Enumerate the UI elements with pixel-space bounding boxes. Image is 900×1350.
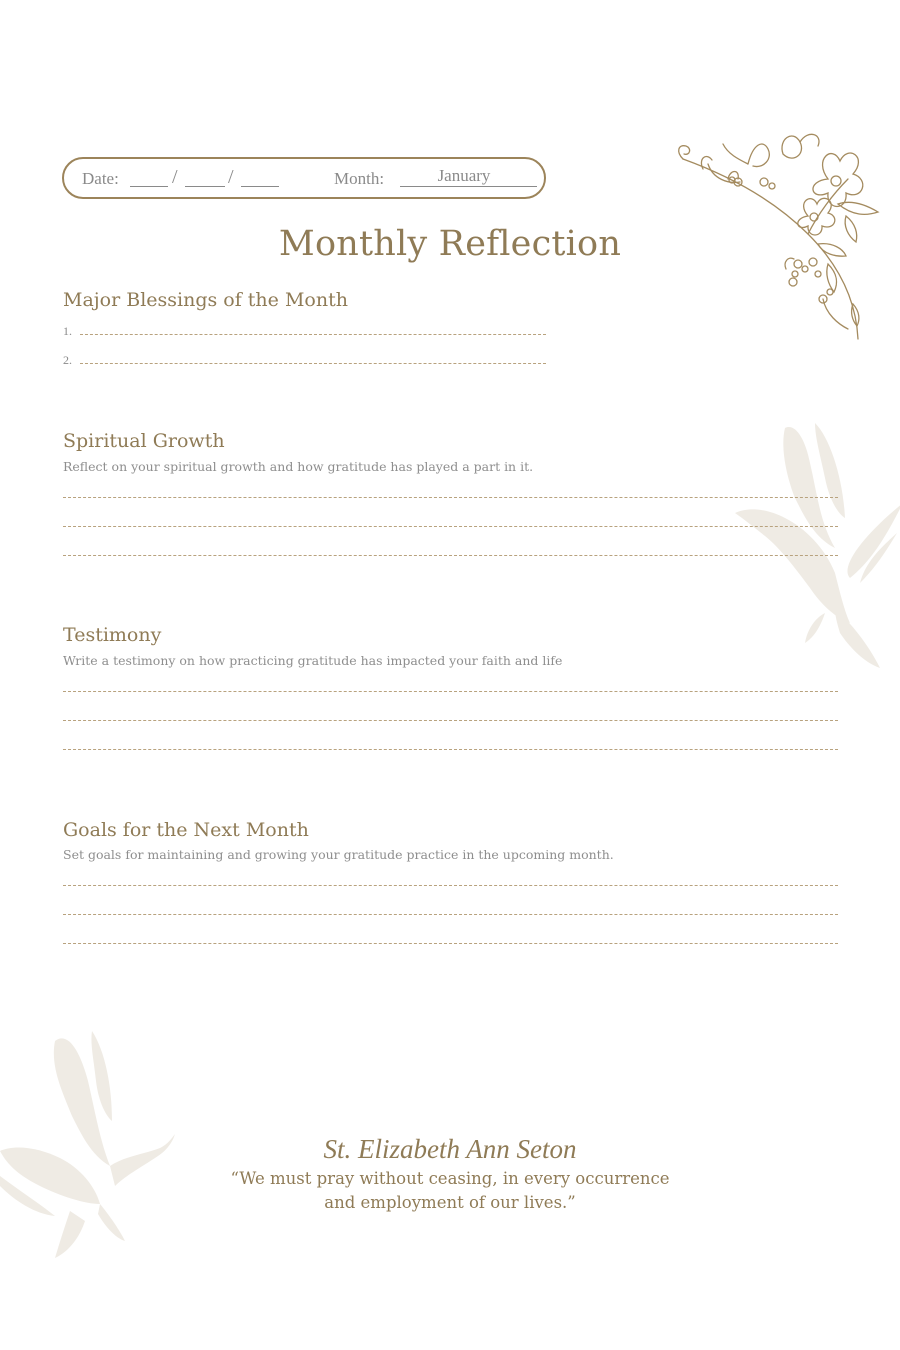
date-month-blank[interactable]: [185, 186, 225, 187]
writing-line[interactable]: [63, 497, 838, 498]
blessing-line[interactable]: [80, 334, 546, 335]
quote-line: “We must pray without ceasing, in every occurrence: [230, 1169, 670, 1188]
writing-line[interactable]: [63, 555, 838, 556]
month-field[interactable]: [400, 186, 537, 187]
writing-line[interactable]: [63, 691, 838, 692]
dove-icon: [725, 418, 900, 670]
quote-author: St. Elizabeth Ann Seton: [323, 1134, 577, 1164]
writing-line[interactable]: [63, 914, 838, 915]
date-day-blank[interactable]: [130, 186, 168, 187]
section-title-blessings: Major Blessings of the Month: [63, 289, 348, 311]
quote-line: and employment of our lives.”: [324, 1193, 576, 1212]
section-description: Set goals for maintaining and growing your gratitude practice in the upcoming month.: [63, 847, 614, 862]
writing-line[interactable]: [63, 749, 838, 750]
date-label: Date:: [82, 169, 119, 188]
month-value: January: [437, 166, 491, 185]
quote-text: [220, 1167, 680, 1215]
list-number: 1.: [63, 324, 72, 338]
date-year-blank[interactable]: [241, 186, 279, 187]
date-separator: /: [228, 166, 234, 188]
writing-line[interactable]: [63, 720, 838, 721]
list-number: 2.: [63, 353, 72, 367]
writing-line[interactable]: [63, 885, 838, 886]
section-description: Write a testimony on how practicing gratitude has impacted your faith and life: [63, 653, 563, 668]
section-title-spiritual-growth: Spiritual Growth: [63, 430, 225, 452]
writing-line[interactable]: [63, 526, 838, 527]
section-title-goals: Goals for the Next Month: [63, 819, 309, 841]
page-title: Monthly Reflection: [278, 224, 622, 264]
date-separator: /: [172, 166, 178, 188]
section-description: Reflect on your spiritual growth and how gratitude has played a part in it.: [63, 459, 534, 474]
writing-line[interactable]: [63, 943, 838, 944]
section-title-testimony: Testimony: [63, 624, 162, 646]
blessing-line[interactable]: [80, 363, 546, 364]
month-label: Month:: [334, 169, 385, 188]
